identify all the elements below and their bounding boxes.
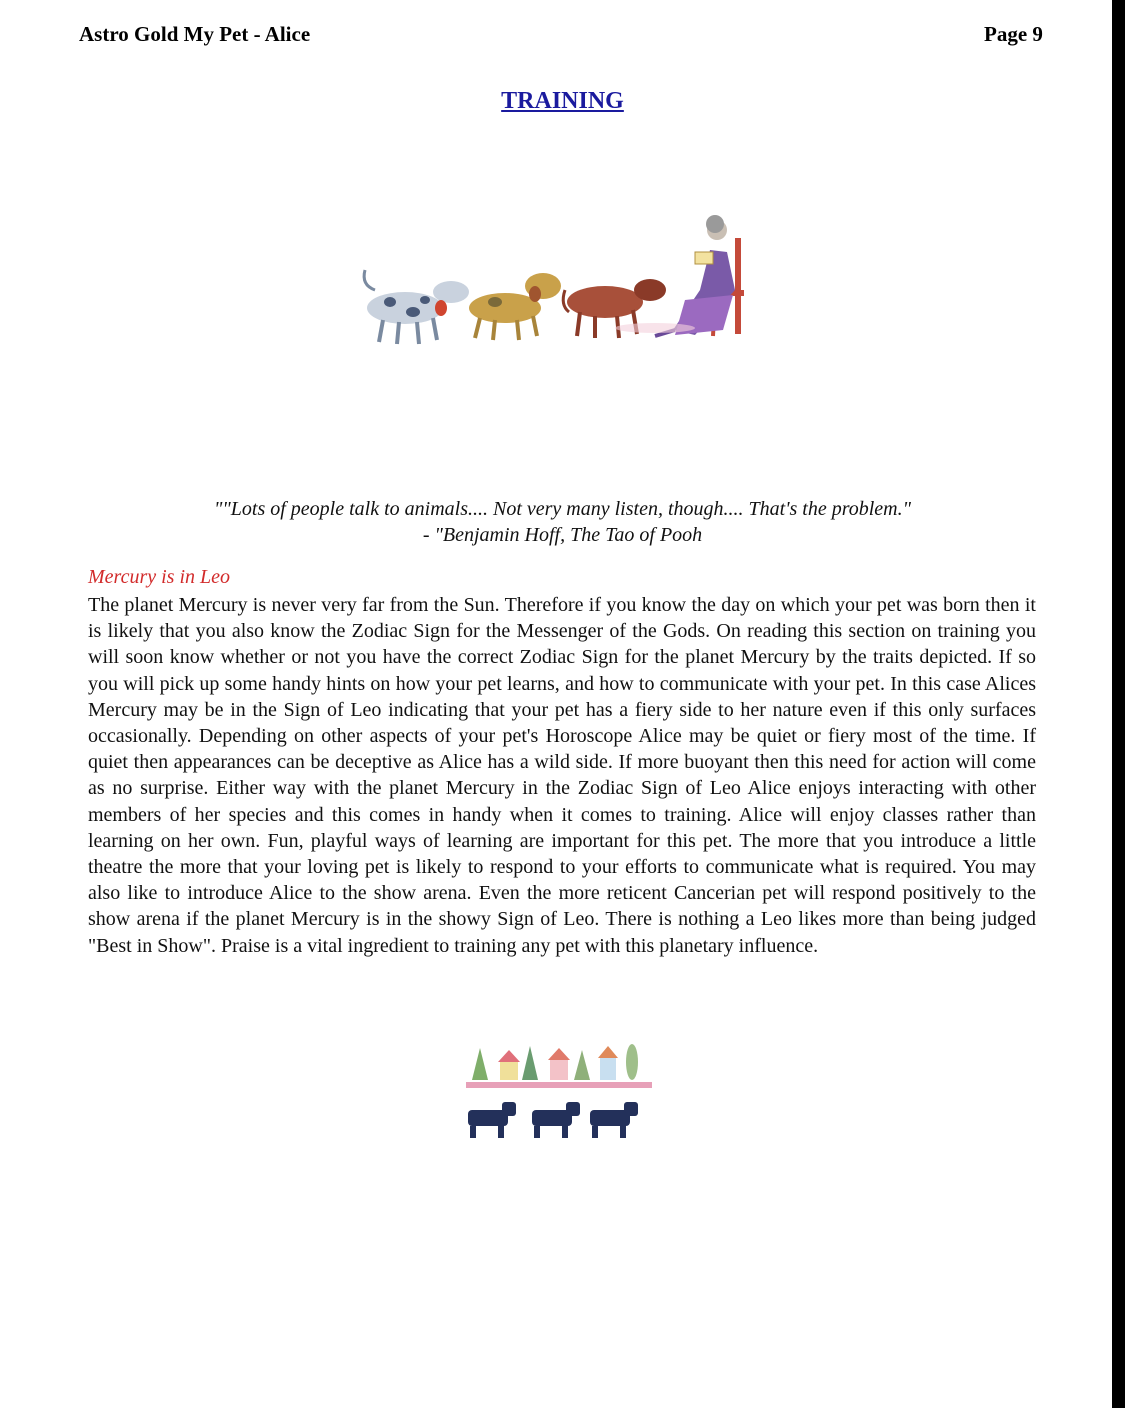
quote-block (0, 496, 1112, 548)
header-title: Astro Gold My Pet - Alice (79, 22, 311, 46)
subheading: Mercury is in Leo (88, 566, 231, 588)
black-terriers-illustration (468, 1102, 638, 1138)
section-title: TRAINING (501, 88, 624, 114)
spotted-dog-illustration (364, 270, 469, 344)
body-paragraph: The planet Mercury is never very far from the Sun. Therefore if you know the day on which your pet was born then it is likely that you also know the Zodiac Sign for the Messenger of the Gods. On reading this section on training you will soon know whether or not you have the correct Zodiac Sign for the planet Mercury by the traits depicted. If so you will pick up some handy hints on how your pet learns, and how to communicate with your pet. In this case Alices Mercury may be in the Sign of Leo indicating that your pet has a fiery side to her nature even if this only surfaces occasionally. Depending on other aspects of your pet's Horoscope Alice may be quiet or fiery most of the time. If quiet then appearances can be deceptive as Alice has a wild side. If more buoyant then this need for action will come as no surprise. Either way with the planet Mercury in the Zodiac Sign of Leo Alice enjoys interacting with other members of her species and this comes in handy when it comes to training. Alice will enjoy classes rather than learning on her own. Fun, playful ways of learning are important for this pet. The more that you introduce a little theatre the more that your loving pet is likely to respond to your efforts to communicate what is required. You may also like to introduce Alice to the show arena. Even the more reticent Cancerian pet will respond positively to the show arena if the planet Mercury is in the showy Sign of Leo. There is nothing a Leo likes more than being judged "Best in Show". Praise is a vital ingredient to training any pet with this planetary influence. (88, 594, 1036, 957)
village-and-terriers-illustration (462, 1040, 662, 1150)
quote-text: ""Lots of people talk to animals.... Not very many listen, though.... That's the problem." (213, 498, 912, 520)
village-row-illustration (466, 1044, 652, 1088)
dogs-and-reader-illustration (355, 190, 775, 350)
page-number: Page 9 (984, 22, 1043, 46)
golden-dog-illustration (469, 273, 561, 340)
quote-attribution: - "Benjamin Hoff, The Tao of Pooh (422, 524, 703, 546)
